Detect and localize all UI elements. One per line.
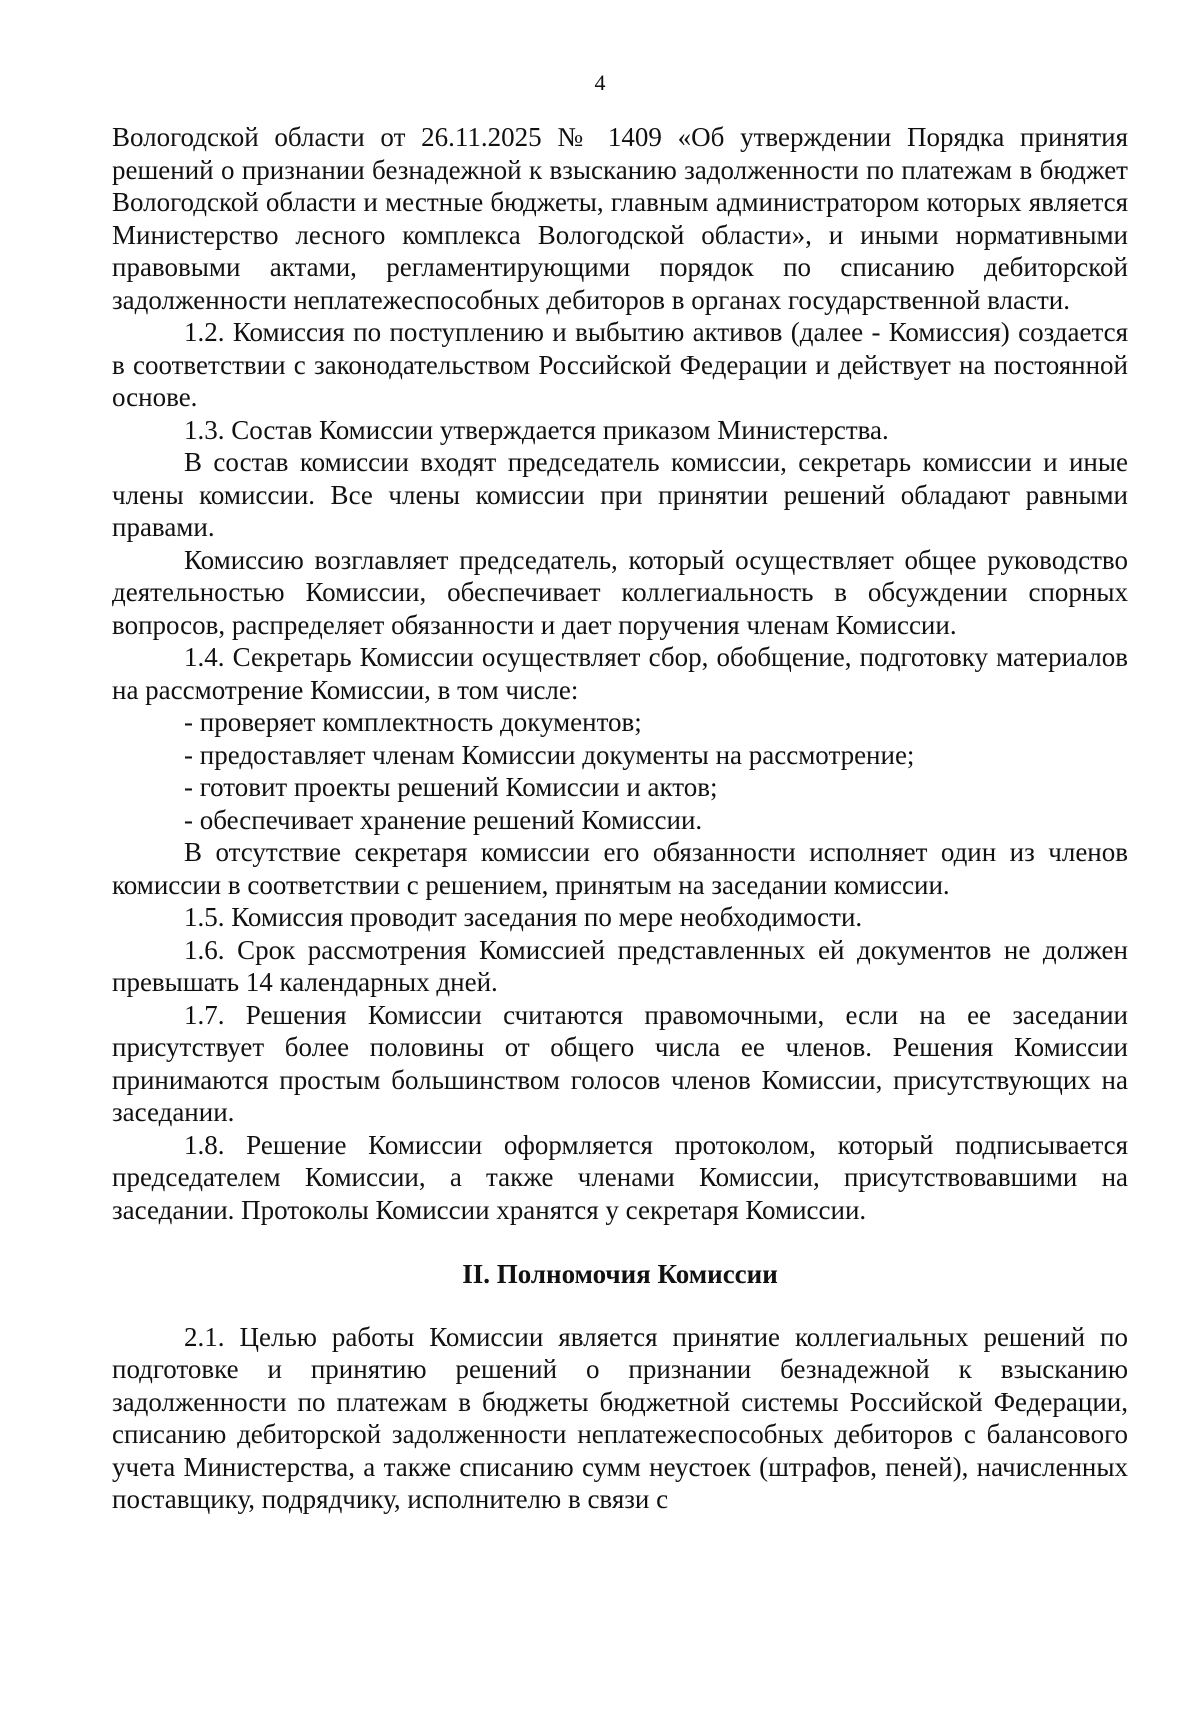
paragraph-1-5: 1.5. Комиссия проводит заседания по мере необходимости. bbox=[184, 902, 863, 932]
paragraph-1-2: 1.2. Комиссия по поступлению и выбытию активов (далее - Комиссия) создается в соответствии с законодательством Российской Федерации и действует на постоянной основе. bbox=[112, 317, 1128, 412]
list-item: - проверяет комплектность документов; bbox=[184, 707, 642, 737]
page-number: 4 bbox=[594, 70, 606, 95]
paragraph-commission-composition: В состав комиссии входят председатель комиссии, секретарь комиссии и иные члены комиссии. Все члены комиссии при принятии решений обладают равными правами. bbox=[112, 447, 1128, 542]
paragraph-continuation: Вологодской области от 26.11.2025 № 1409 «Об утверждении Порядка принятия решений о признании безнадежной к взысканию задолженности по платежам в бюджет Вологодской области и местные бюджеты, главным администратором которых является Министерство лесного комплекса Вологодской области», и иными нормативными правовыми актами, регламентирующими порядок по списанию дебиторской задолженности неплатежеспособных дебиторов в органах государственной власти. bbox=[112, 122, 1128, 315]
list-item: - предоставляет членам Комиссии документы на рассмотрение; bbox=[184, 739, 915, 770]
paragraph-2-1: 2.1. Целью работы Комиссии является принятие коллегиальных решений по подготовке и принятию решений о признании безнадежной к взысканию задолженности по платежам в бюджеты бюджетной системы Российской Федерации, списанию дебиторской задолженности неплатежеспособных дебиторов с балансового учета Министерства, а также списанию сумм неустоек (штрафов, пеней), начисленных поставщику, подрядчику, исполнителю в связи с bbox=[112, 1321, 1128, 1514]
document-body bbox=[112, 121, 1128, 1516]
paragraph-1-8: 1.8. Решение Комиссии оформляется протоколом, который подписывается председателем Комиссии, а также членами Комиссии, присутствовавшими на заседании. Протоколы Комиссии хранятся у секретаря Комиссии. bbox=[112, 1129, 1128, 1225]
section-two-paragraphs bbox=[112, 1321, 1128, 1516]
list-item: - готовит проекты решений Комиссии и актов; bbox=[184, 772, 718, 802]
paragraph-1-7: 1.7. Решения Комиссии считаются правомочными, если на ее заседании присутствует более половины от общего числа ее членов. Решения Комиссии принимаются простым большинством голосов членов Комиссии, присутствующих на заседании. bbox=[112, 999, 1128, 1127]
paragraph-secretary-absence: В отсутствие секретаря комиссии его обязанности исполняет один из членов комиссии в соответствии с решением, принятым на заседании комиссии. bbox=[112, 837, 1128, 900]
paragraph-1-4: 1.4. Секретарь Комиссии осуществляет сбор, обобщение, подготовку материалов на рассмотрение Комиссии, в том числе: bbox=[112, 642, 1128, 705]
section-heading: II. Полномочия Комиссии bbox=[462, 1259, 778, 1289]
paragraph-chairman: Комиссию возглавляет председатель, который осуществляет общее руководство деятельностью Комиссии, обеспечивает коллегиальность в обсуждении спорных вопросов, распределяет обязанности и дает поручения членам Комиссии. bbox=[112, 544, 1128, 640]
paragraph-1-3: 1.3. Состав Комиссии утверждается приказом Министерства. bbox=[184, 414, 889, 445]
section-one-paragraphs bbox=[112, 121, 1128, 1226]
list-item: - обеспечивает хранение решений Комиссии. bbox=[184, 804, 703, 835]
paragraph-1-6: 1.6. Срок рассмотрения Комиссией представленных ей документов не должен превышать 14 календарных дней. bbox=[112, 934, 1128, 997]
